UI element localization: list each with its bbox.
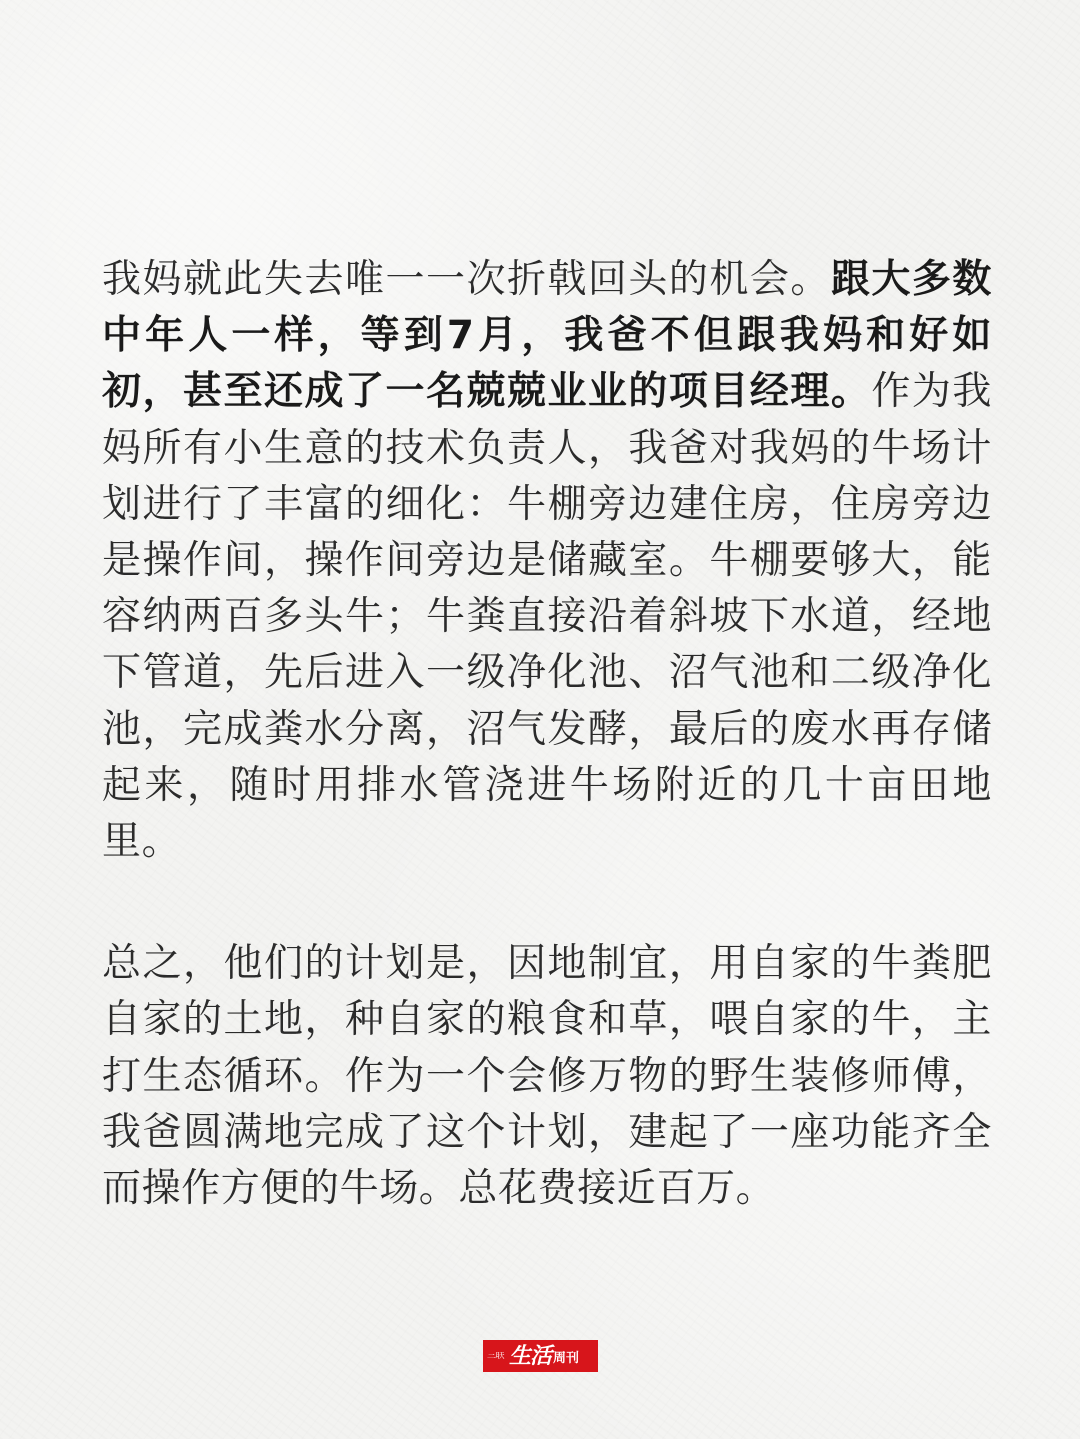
paragraph-1 <box>102 252 992 870</box>
paragraph-1-text-continued: 作为我妈所有小生意的技术负责人，我爸对我妈的牛场计划进行了丰富的细化：牛棚旁边建住房，住房旁边是操作间，操作间旁边是储藏室。牛棚要够大，能容纳两百多头牛；牛粪直接沿着斜坡下水道，经地下管道，先后进入一级净化池、沼气池和二级净化池，完成粪水分离，沼气发酵，最后的废水再存储起来，随时用排水管浇进牛场附近的几十亩田地里。 <box>102 369 992 865</box>
paragraph-1-text: 我妈就此失去唯一一次折戟回头的机会。 <box>102 257 831 302</box>
paragraph-2: 总之，他们的计划是，因地制宜，用自家的牛粪肥自家的土地，种自家的粮食和草，喂自家的牛，主打生态循环。作为一个会修万物的野生装修师傅，我爸圆满地完成了这个计划，建起了一座功能齐全而操作方便的牛场。总花费接近百万。 <box>102 941 992 1212</box>
sanlian-lifeweek-logo <box>483 1340 598 1372</box>
logo-sub-text: 周刊 <box>553 1351 580 1366</box>
logo-prefix-text: 三联 <box>487 1351 505 1361</box>
logo-main-text: 生活 <box>509 1343 552 1369</box>
paragraph-1-bold-text: 跟大多数中年人一样，等到7月，我爸不但跟我妈和好如初，甚至还成了一名兢兢业业的项目经理。 <box>102 257 992 415</box>
article-body <box>102 252 992 1217</box>
